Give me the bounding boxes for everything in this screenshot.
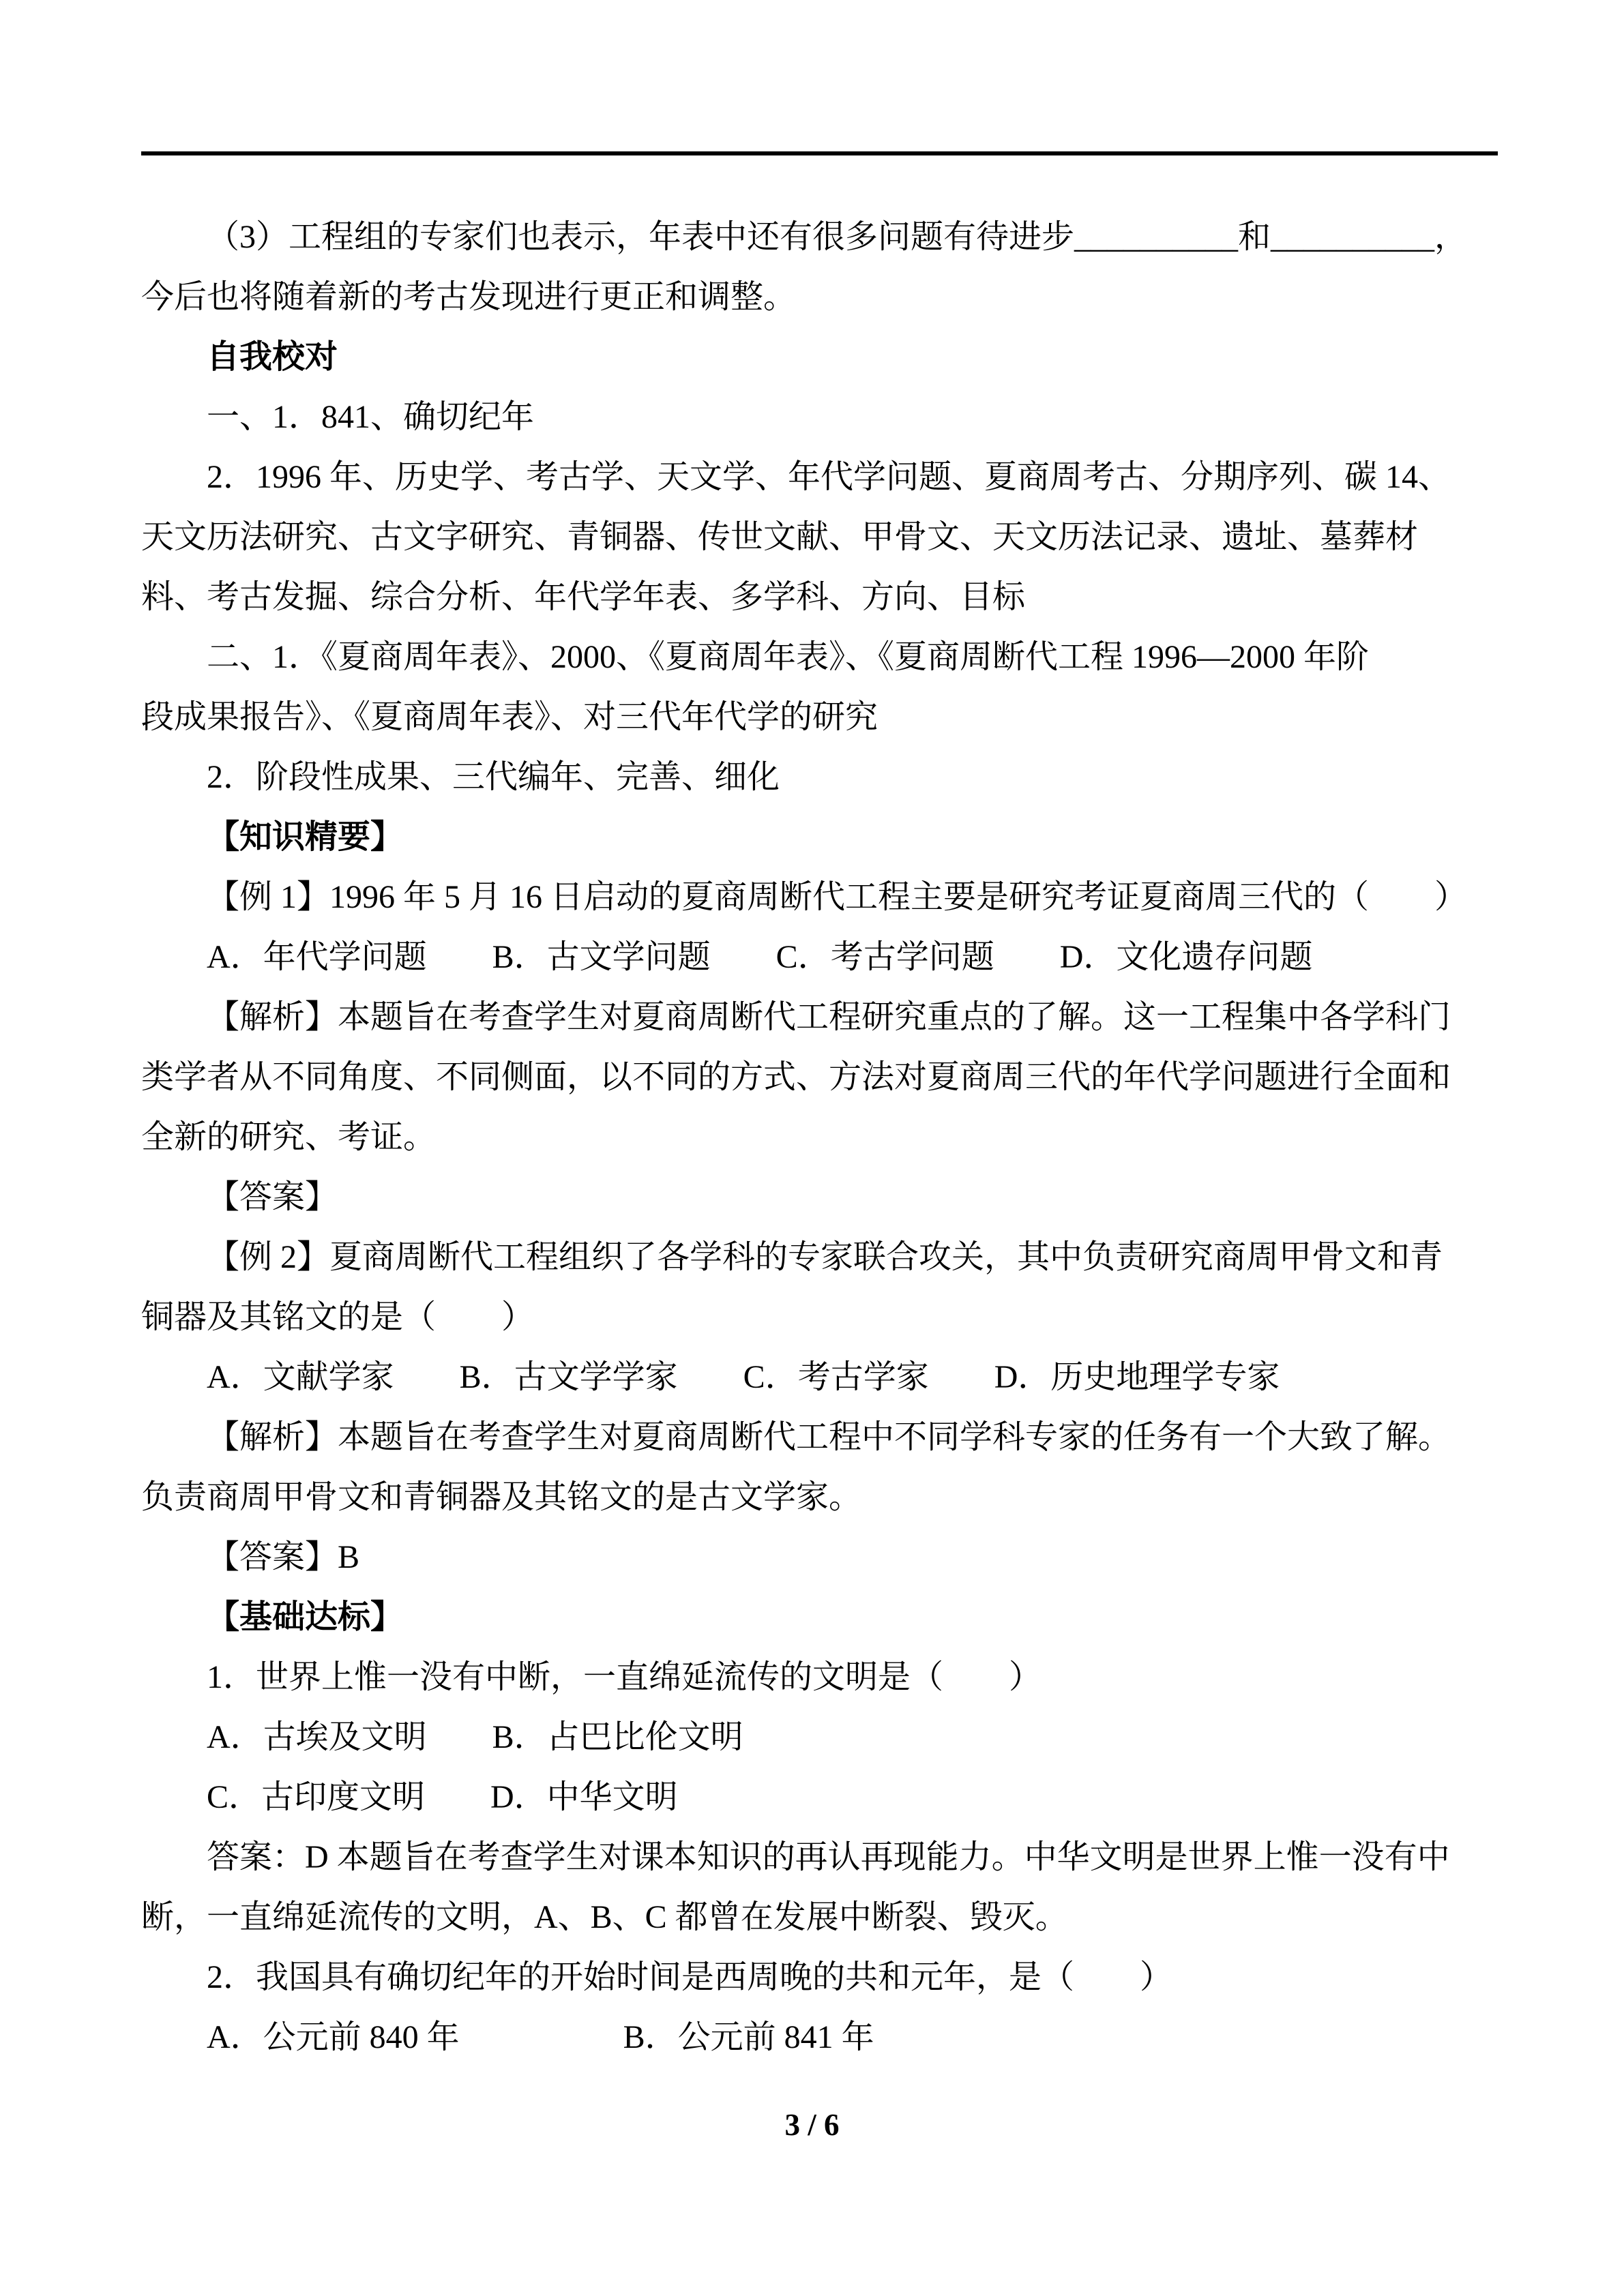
- basics-question-1-options-ab: A．古埃及文明 B．占巴比伦文明: [207, 1719, 743, 1755]
- answer-key-line: 2．1996 年、历史学、考古学、天文学、年代学问题、夏商周考古、分期序列、碳 14、: [207, 459, 1451, 495]
- answer-key-line: 一、1．841、确切纪年: [207, 399, 535, 435]
- answer-key-line: 二、1．《夏商周年表》、2000、《夏商周年表》、《夏商周断代工程 1996—2000 年阶: [207, 639, 1370, 675]
- basics-question-1: 1．世界上惟一没有中断，一直绵延流传的文明是（ ）: [207, 1659, 1042, 1695]
- example-1-answer: 【答案】: [207, 1179, 338, 1215]
- example-1-analysis-line: 类学者从不同角度、不同侧面，以不同的方式、方法对夏商周三代的年代学问题进行全面和: [141, 1059, 1451, 1095]
- section-heading-basics: 【基础达标】: [207, 1599, 404, 1635]
- fill-in-question-3-line-1: （3）工程组的专家们也表示，年表中还有很多问题有待进步__________和__________，: [207, 219, 1468, 255]
- example-2-options: A．文献学家 B．古文学学家 C．考古学家 D．历史地理学专家: [207, 1359, 1280, 1395]
- example-1-analysis-line: 【解析】本题旨在考查学生对夏商周断代工程研究重点的了解。这一工程集中各学科门: [207, 999, 1451, 1035]
- example-2-analysis-line: 负责商周甲骨文和青铜器及其铭文的是古文学家。: [141, 1479, 862, 1515]
- example-1-question: 【例 1】1996 年 5 月 16 日启动的夏商周断代工程主要是研究考证夏商周三代的（ ）: [207, 879, 1468, 915]
- basics-question-2-options-ab: A．公元前 840 年 B．公元前 841 年: [207, 2019, 874, 2055]
- example-2-question-line: 铜器及其铭文的是（ ）: [141, 1299, 535, 1335]
- section-heading-key-knowledge: 【知识精要】: [207, 819, 404, 855]
- header-rule: [141, 151, 1498, 155]
- basics-question-2: 2．我国具有确切纪年的开始时间是西周晚的共和元年，是（ ）: [207, 1959, 1173, 1995]
- basics-question-1-options-cd: C．古印度文明 D．中华文明: [207, 1779, 678, 1815]
- page-number: 3 / 6: [784, 2108, 840, 2142]
- answer-key-line: 段成果报告》、《夏商周年表》、对三代年代学的研究: [141, 699, 879, 735]
- document-body: [141, 207, 1488, 2068]
- basics-question-1-answer-line: 断，一直绵延流传的文明，A、B、C 都曾在发展中断裂、毁灭。: [141, 1899, 1068, 1935]
- answer-key-line: 天文历法研究、古文字研究、青铜器、传世文献、甲骨文、天文历法记录、遗址、墓葬材: [141, 519, 1419, 555]
- example-1-analysis-line: 全新的研究、考证。: [141, 1119, 437, 1155]
- answer-key-line: 料、考古发掘、综合分析、年代学年表、多学科、方向、目标: [141, 579, 1026, 615]
- example-2-answer: 【答案】B: [207, 1539, 360, 1575]
- example-2-question-line: 【例 2】夏商周断代工程组织了各学科的专家联合攻关，其中负责研究商周甲骨文和青: [207, 1239, 1443, 1275]
- answer-key-line: 2．阶段性成果、三代编年、完善、细化: [207, 759, 780, 795]
- section-heading-self-check: 自我校对: [207, 339, 338, 375]
- example-1-options: A．年代学问题 B．古文学问题 C．考古学问题 D．文化遗存问题: [207, 939, 1313, 975]
- fill-in-question-3-line-2: 今后也将随着新的考古发现进行更正和调整。: [141, 279, 797, 315]
- example-2-analysis-line: 【解析】本题旨在考查学生对夏商周断代工程中不同学科专家的任务有一个大致了解。: [207, 1419, 1451, 1455]
- basics-question-1-answer-line: 答案：D 本题旨在考查学生对课本知识的再认再现能力。中华文明是世界上惟一没有中: [207, 1839, 1450, 1875]
